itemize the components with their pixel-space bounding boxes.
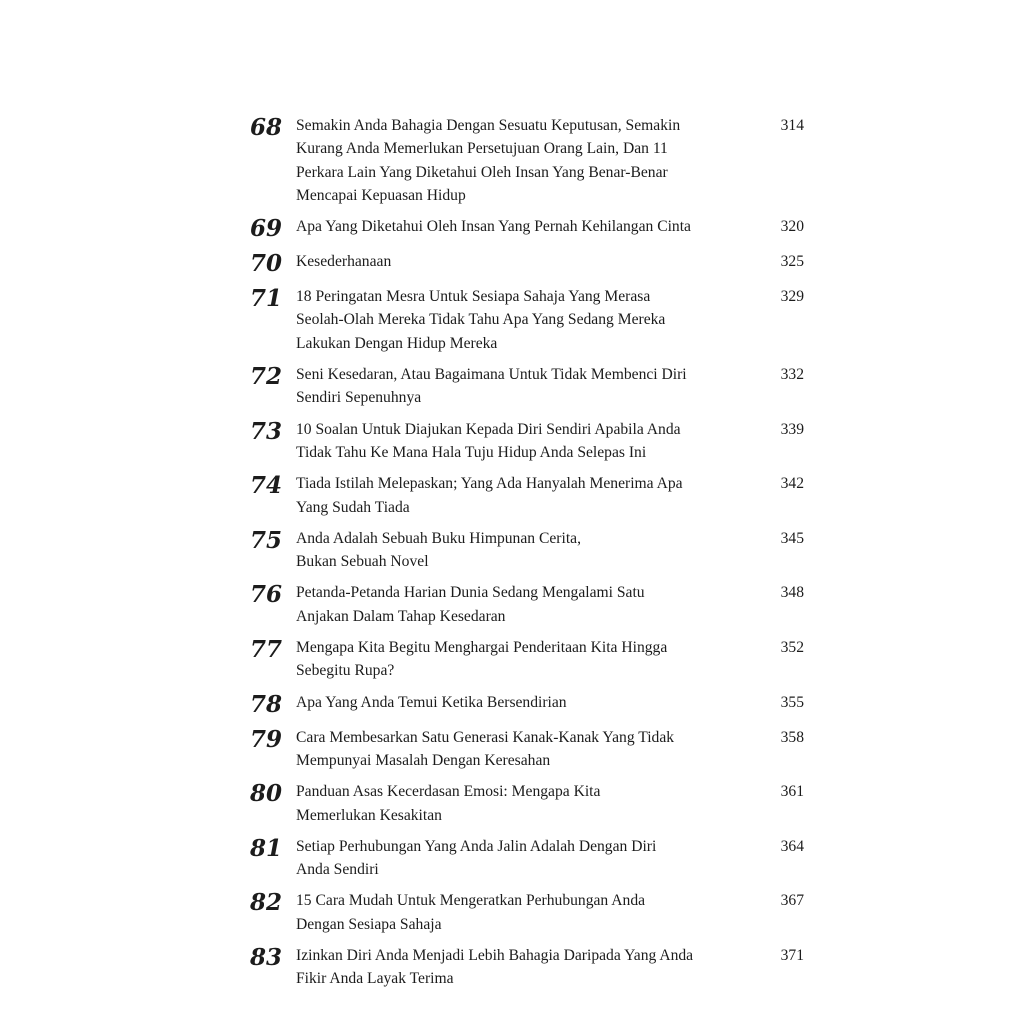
chapter-number: 77 bbox=[249, 636, 282, 664]
chapter-title-line: Anjakan Dalam Tahap Kesedaran bbox=[296, 607, 506, 625]
chapter-title-line: Memerlukan Kesakitan bbox=[296, 806, 442, 824]
chapter-title-line: Kesederhanaan bbox=[296, 253, 392, 271]
toc-entry-74 bbox=[236, 472, 804, 519]
chapter-title-line: 15 Cara Mudah Untuk Mengeratkan Perhubungan Anda bbox=[296, 892, 646, 910]
page-number: 314 bbox=[780, 117, 804, 134]
chapter-title bbox=[296, 527, 760, 574]
page-number: 358 bbox=[780, 728, 804, 746]
chapter-title-line: Seolah-Olah Mereka Tidak Tahu Apa Yang Sedang Mereka bbox=[296, 311, 666, 329]
chapter-title-line: 10 Soalan Untuk Diajukan Kepada Diri Sendiri Apabila Anda bbox=[296, 420, 681, 438]
chapter-number: 72 bbox=[249, 363, 282, 391]
page-number: 348 bbox=[780, 584, 804, 602]
chapter-title-line: Seni Kesedaran, Atau Bagaimana Untuk Tidak Membenci Diri bbox=[296, 366, 687, 384]
chapter-title-line: Anda Adalah Sebuah Buku Himpunan Cerita, bbox=[296, 529, 581, 547]
page-number: 339 bbox=[780, 420, 804, 438]
chapter-title-line: 18 Peringatan Mesra Untuk Sesiapa Sahaja Yang Merasa bbox=[296, 288, 651, 306]
chapter-title bbox=[296, 726, 760, 773]
chapter-title-line: Yang Sudah Tiada bbox=[296, 498, 410, 516]
chapter-title bbox=[296, 472, 760, 519]
page-number: 367 bbox=[780, 892, 804, 910]
toc-entry-72 bbox=[236, 363, 804, 410]
chapter-number: 79 bbox=[249, 725, 282, 753]
chapter-number: 68 bbox=[249, 114, 282, 141]
chapter-title-line: Apa Yang Diketahui Oleh Insan Yang Pernah Kehilangan Cinta bbox=[296, 218, 691, 236]
chapter-number: 83 bbox=[249, 944, 282, 972]
chapter-number: 80 bbox=[249, 780, 282, 808]
toc-entry-83 bbox=[236, 944, 804, 991]
chapter-number: 74 bbox=[249, 472, 282, 500]
page-number: 364 bbox=[780, 837, 804, 855]
toc-entry-70 bbox=[236, 250, 804, 277]
toc-entry-75 bbox=[236, 527, 804, 574]
chapter-title bbox=[296, 835, 760, 882]
chapter-title-line: Perkara Lain Yang Diketahui Oleh Insan Yang Benar-Benar bbox=[296, 163, 668, 181]
chapter-title bbox=[296, 636, 760, 683]
chapter-title-line: Mengapa Kita Begitu Menghargai Penderitaan Kita Hingga bbox=[296, 639, 668, 657]
page-number: 329 bbox=[780, 288, 804, 306]
chapter-title bbox=[296, 285, 760, 355]
chapter-title bbox=[296, 889, 760, 936]
chapter-title bbox=[296, 114, 760, 207]
chapter-title-line: Apa Yang Anda Temui Ketika Bersendirian bbox=[296, 693, 567, 711]
chapter-title bbox=[296, 780, 760, 827]
page-number: 345 bbox=[780, 529, 804, 547]
page-number: 332 bbox=[780, 366, 804, 384]
chapter-title-line: Lakukan Dengan Hidup Mereka bbox=[296, 334, 498, 352]
chapter-number: 78 bbox=[249, 690, 282, 718]
toc-entry-78 bbox=[236, 691, 804, 718]
chapter-number: 71 bbox=[249, 285, 282, 313]
chapter-title bbox=[296, 944, 760, 991]
chapter-title-line: Izinkan Diri Anda Menjadi Lebih Bahagia Daripada Yang Anda bbox=[296, 947, 694, 965]
toc-entry-80 bbox=[236, 780, 804, 827]
toc-entry-81 bbox=[236, 835, 804, 882]
toc-entry-82 bbox=[236, 889, 804, 936]
chapter-title-line: Tiada Istilah Melepaskan; Yang Ada Hanyalah Menerima Apa bbox=[296, 475, 683, 493]
toc-entry-79 bbox=[236, 726, 804, 773]
chapter-title-line: Anda Sendiri bbox=[296, 861, 379, 879]
toc-entry-68 bbox=[236, 114, 804, 207]
toc-entry-71 bbox=[236, 285, 804, 355]
table-of-contents bbox=[236, 114, 804, 999]
chapter-title-line: Petanda-Petanda Harian Dunia Sedang Mengalami Satu bbox=[296, 584, 645, 602]
toc-entry-69 bbox=[236, 215, 804, 242]
toc-entry-76 bbox=[236, 581, 804, 628]
chapter-title-line: Panduan Asas Kecerdasan Emosi: Mengapa Kita bbox=[296, 783, 601, 801]
chapter-title-line: Mencapai Kepuasan Hidup bbox=[296, 186, 466, 204]
page-number: 342 bbox=[780, 475, 804, 493]
chapter-title-line: Tidak Tahu Ke Mana Hala Tuju Hidup Anda Selepas Ini bbox=[296, 443, 647, 461]
chapter-title-line: Setiap Perhubungan Yang Anda Jalin Adalah Dengan Diri bbox=[296, 837, 657, 855]
chapter-number: 70 bbox=[249, 250, 282, 278]
chapter-number: 81 bbox=[249, 834, 282, 862]
toc-entry-77 bbox=[236, 636, 804, 683]
chapter-title-line: Fikir Anda Layak Terima bbox=[296, 970, 454, 988]
page-number: 361 bbox=[780, 783, 804, 801]
page-number: 355 bbox=[780, 693, 804, 711]
chapter-title-line: Cara Membesarkan Satu Generasi Kanak-Kanak Yang Tidak bbox=[296, 728, 675, 746]
chapter-number: 76 bbox=[249, 581, 282, 609]
chapter-title-line: Bukan Sebuah Novel bbox=[296, 553, 429, 571]
chapter-title bbox=[296, 581, 760, 628]
page-number: 325 bbox=[780, 253, 804, 271]
chapter-title-line: Sebegitu Rupa? bbox=[296, 662, 395, 680]
chapter-title-line: Kurang Anda Memerlukan Persetujuan Orang Lain, Dan 11 bbox=[296, 140, 668, 158]
chapter-title-line: Sendiri Sepenuhnya bbox=[296, 389, 422, 407]
chapter-title-line: Dengan Sesiapa Sahaja bbox=[296, 915, 442, 933]
page-number: 371 bbox=[780, 947, 804, 965]
chapter-title bbox=[296, 250, 760, 273]
chapter-title bbox=[296, 418, 760, 465]
chapter-title bbox=[296, 363, 760, 410]
chapter-number: 82 bbox=[249, 889, 282, 917]
chapter-number: 75 bbox=[249, 526, 282, 554]
chapter-title bbox=[296, 691, 760, 714]
toc-entry-73 bbox=[236, 418, 804, 465]
page-number: 352 bbox=[780, 639, 804, 657]
chapter-number: 69 bbox=[249, 215, 282, 243]
chapter-number: 73 bbox=[249, 417, 282, 445]
chapter-title-line: Semakin Anda Bahagia Dengan Sesuatu Keputusan, Semakin bbox=[296, 117, 681, 134]
page-number: 320 bbox=[780, 218, 804, 236]
chapter-title-line: Mempunyai Masalah Dengan Keresahan bbox=[296, 751, 551, 769]
chapter-title bbox=[296, 215, 760, 238]
